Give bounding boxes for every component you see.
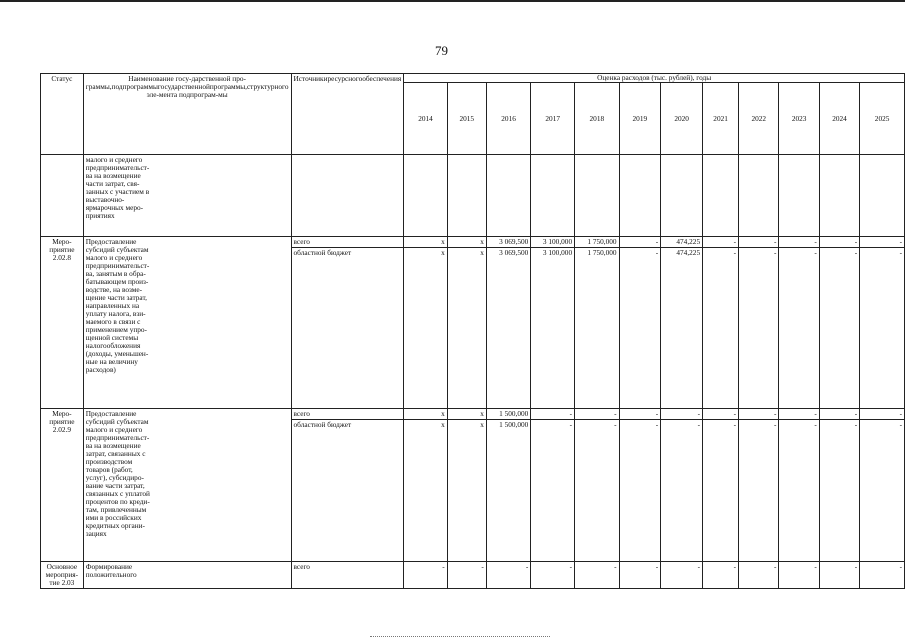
value-cell: - <box>779 237 819 248</box>
header-estimate: Оценка расходов (тыс. рублей), годы <box>404 74 905 83</box>
continuation-status <box>41 155 84 237</box>
value-cell: - <box>703 237 739 248</box>
text-line: мы <box>218 90 228 100</box>
value-cell: - <box>739 409 779 420</box>
m2028-total-source-label: всего <box>291 237 404 248</box>
value-cell: 1 500,000 <box>486 409 530 420</box>
value-cell: - <box>739 248 779 409</box>
value-cell: - <box>619 237 661 248</box>
text-line: части затрат, свя- <box>85 179 140 189</box>
value-cell: - <box>860 237 905 248</box>
page-bottom-mark <box>370 636 550 637</box>
main203-total-source-label: всего <box>291 562 404 589</box>
text-line: государственной <box>157 82 210 92</box>
value-cell: - <box>661 409 703 420</box>
header-source <box>291 74 404 155</box>
header-name <box>83 74 291 155</box>
main203-status: Основное мероприя-тие 2.03 <box>41 562 84 589</box>
m2029-status: Меро-приятие 2.02.9 <box>41 409 84 562</box>
page-top-border <box>0 0 905 2</box>
main203-name <box>83 562 291 589</box>
text-line: ими в российских <box>85 513 142 523</box>
value-cell: 1 750,000 <box>575 237 619 248</box>
text-line: товаров (работ, <box>85 465 133 475</box>
value-cell: - <box>703 420 739 562</box>
year-header: 2017 <box>531 83 575 155</box>
value-cell: - <box>860 562 905 589</box>
text-line: вание части затрат, <box>85 481 145 491</box>
value-cell: - <box>575 420 619 562</box>
text-line: ярмарочных меро- <box>85 203 144 213</box>
year-header: 2021 <box>703 83 739 155</box>
value-cell: - <box>819 562 859 589</box>
text-line: малого и среднего <box>85 425 143 435</box>
text-line: дарственной про- <box>191 74 246 83</box>
value-cell: - <box>860 248 905 409</box>
value-cell: - <box>779 420 819 562</box>
text-line: щенной системы <box>85 333 139 343</box>
year-header: 2024 <box>819 83 859 155</box>
m2028-regional-source-label: областной бюджет <box>291 248 404 409</box>
value-cell: - <box>531 562 575 589</box>
value-cell: - <box>779 248 819 409</box>
text-line: обеспечения <box>362 74 402 83</box>
value-cell: 474,225 <box>661 237 703 248</box>
m2029-name <box>83 409 291 562</box>
value-cell: x <box>404 237 447 248</box>
year-header: 2025 <box>860 83 905 155</box>
m2028-status: Меро-приятие 2.02.8 <box>41 237 84 409</box>
value-cell: - <box>486 562 530 589</box>
text-line: граммы, <box>85 82 112 92</box>
text-line: щение части затрат, <box>85 293 147 303</box>
year-header: 2016 <box>486 83 530 155</box>
value-cell: - <box>619 420 661 562</box>
value-cell: - <box>661 562 703 589</box>
year-header: 2018 <box>575 83 619 155</box>
value-cell: x <box>404 248 447 409</box>
value-cell: - <box>661 420 703 562</box>
value-cell: x <box>447 237 486 248</box>
text-line: Предоставление <box>85 237 137 247</box>
main203-total-row <box>41 562 905 589</box>
value-cell: - <box>447 562 486 589</box>
text-line: ва на возмещение <box>85 441 141 451</box>
text-line: малого и среднего <box>85 155 143 165</box>
text-line: ресурсного <box>327 74 363 83</box>
year-header: 2014 <box>404 83 447 155</box>
value-cell: - <box>779 409 819 420</box>
value-cell: - <box>531 409 575 420</box>
text-line: выставочно- <box>85 195 125 205</box>
text-line: водстве, на возме- <box>85 285 143 295</box>
value-cell: 3 069,500 <box>486 248 530 409</box>
text-line: Предоставление <box>85 409 137 419</box>
value-cell: - <box>819 409 859 420</box>
value-cell: - <box>404 562 447 589</box>
text-line: (доходы, уменьшен- <box>85 349 149 359</box>
text-line: направленных на <box>85 301 140 311</box>
m2029-total-source-label: всего <box>291 409 404 420</box>
text-line: процентов по креди- <box>85 497 150 507</box>
year-header: 2023 <box>779 83 819 155</box>
value-cell: x <box>447 409 486 420</box>
text-line: затрат, связанных с <box>85 449 146 459</box>
expenditure-table <box>40 73 905 589</box>
m2029-total-row <box>41 409 905 420</box>
value-cell: 3 100,000 <box>531 237 575 248</box>
value-cell: - <box>739 237 779 248</box>
value-cell: x <box>404 420 447 562</box>
value-cell: - <box>739 420 779 562</box>
text-line: предпринимательст- <box>85 433 150 443</box>
text-line: подпрограммы <box>111 82 158 92</box>
value-cell: 1 500,000 <box>486 420 530 562</box>
year-header: 2020 <box>661 83 703 155</box>
value-cell: - <box>703 562 739 589</box>
m2029-regional-source-label: областной бюджет <box>291 420 404 562</box>
text-line: положительного <box>85 570 137 580</box>
text-line: уплату налога, взи- <box>85 309 146 319</box>
text-line: субсидий субъектам <box>85 417 149 427</box>
value-cell: 474,225 <box>661 248 703 409</box>
value-cell: - <box>860 409 905 420</box>
value-cell: - <box>619 562 661 589</box>
text-line: ва на возмещение <box>85 171 141 181</box>
text-line: там, привлеченным <box>85 505 147 515</box>
text-line: связанных с уплатой <box>85 489 150 499</box>
value-cell: - <box>739 562 779 589</box>
value-cell: - <box>575 409 619 420</box>
text-line: услуг), субсидиро- <box>85 473 144 483</box>
header-status: Статус <box>41 74 84 155</box>
value-cell: - <box>531 420 575 562</box>
text-line: кредитных органи- <box>85 521 145 531</box>
text-line: Наименование госу- <box>128 74 192 83</box>
text-line: Источники <box>293 74 328 83</box>
value-cell: 1 750,000 <box>575 248 619 409</box>
continuation-source <box>291 155 404 237</box>
text-line: структурного эле- <box>146 82 289 100</box>
value-cell: x <box>447 420 486 562</box>
page-number: 79 <box>435 43 448 58</box>
year-header: 2019 <box>619 83 661 155</box>
text-line: предпринимательст- <box>85 261 150 271</box>
value-cell: - <box>619 248 661 409</box>
value-cell: - <box>819 248 859 409</box>
value-cell: - <box>703 409 739 420</box>
text-line: занных с участием в <box>85 187 150 197</box>
value-cell: - <box>819 237 859 248</box>
value-cell: - <box>860 420 905 562</box>
year-header: 2015 <box>447 83 486 155</box>
continuation-row <box>41 155 905 237</box>
text-line: предпринимательст- <box>85 163 150 173</box>
text-line: налогообложения <box>85 341 141 351</box>
m2028-total-row <box>41 237 905 248</box>
text-line: мента подпрограм- <box>158 90 219 100</box>
text-line: ва, занятым в обра- <box>85 269 146 279</box>
value-cell: - <box>819 420 859 562</box>
value-cell: x <box>447 248 486 409</box>
year-header: 2022 <box>739 83 779 155</box>
text-line: производством <box>85 457 133 467</box>
text-line: Формирование <box>85 562 133 572</box>
text-line: батывающем произ- <box>85 277 149 287</box>
value-cell: 3 100,000 <box>531 248 575 409</box>
value-cell: - <box>619 409 661 420</box>
value-cell: - <box>575 562 619 589</box>
text-line: программы, <box>209 82 247 92</box>
text-line: ные на величину <box>85 357 138 367</box>
text-line: приятиях <box>85 211 115 221</box>
text-line: зациях <box>85 529 107 539</box>
m2028-name <box>83 237 291 409</box>
value-cell: x <box>404 409 447 420</box>
continuation-name <box>83 155 291 237</box>
text-line: расходов) <box>85 365 116 375</box>
value-cell: - <box>703 248 739 409</box>
text-line: маемого в связи с <box>85 317 141 327</box>
value-cell: 3 069,500 <box>486 237 530 248</box>
text-line: применением упро- <box>85 325 147 335</box>
value-cell: - <box>779 562 819 589</box>
text-line: малого и среднего <box>85 253 143 263</box>
text-line: субсидий субъектам <box>85 245 149 255</box>
